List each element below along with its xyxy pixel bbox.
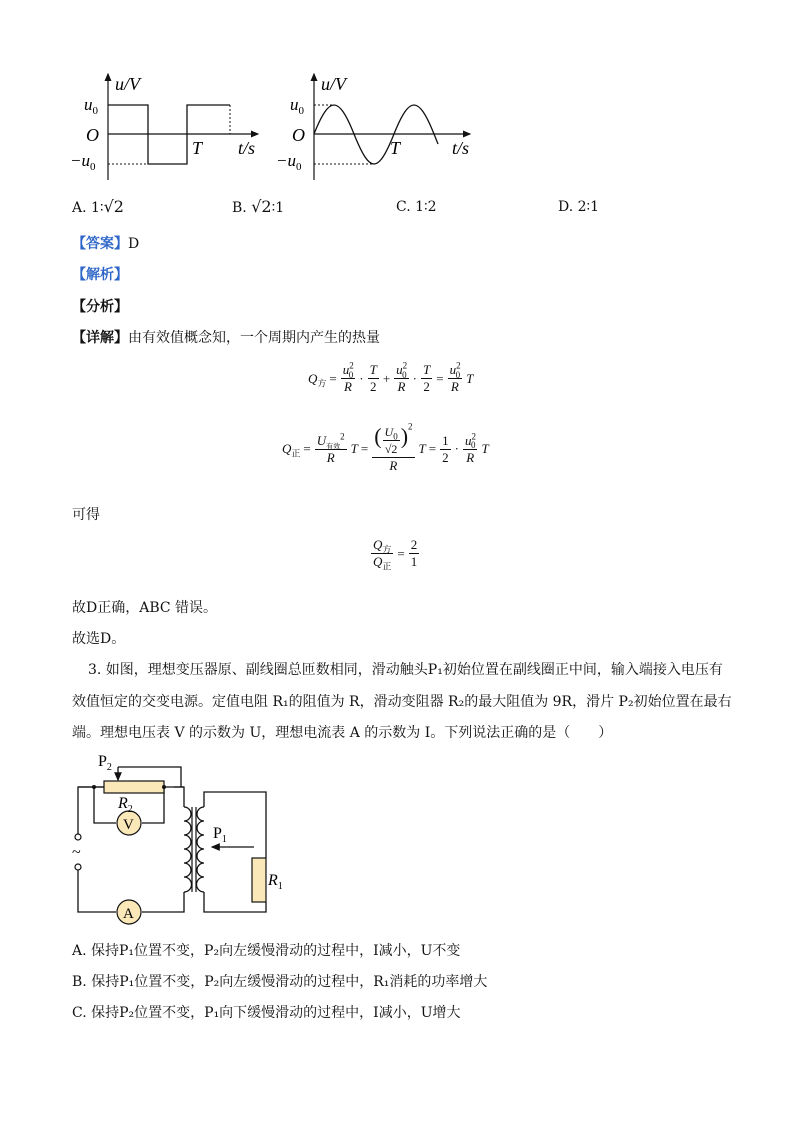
sqrt-symbol: √2 — [251, 197, 272, 216]
u0-label: $u_0$ — [84, 95, 98, 117]
voltmeter-label: V — [123, 817, 134, 833]
equation-q-square: $Q_方$ = $\frac{u^2_0}{R}$ · $\frac{T}{2}$ + $\frac{u^2_0}{R}$ · $\frac{T}{2}$ = $\frac{u^2_0}{R}$ T — [308, 360, 474, 394]
q3-line-1: 3. 如图，理想变压器原、副线圈总匝数相同，滑动触头P₁初始位置在副线圈正中间，输入端接入电压有 — [88, 662, 723, 678]
input-terminal-top — [75, 834, 81, 840]
x-axis-label: t/s — [238, 138, 256, 158]
r2-resistor — [104, 781, 164, 793]
option-b: B. √2∶1 — [232, 197, 285, 216]
answer-line — [72, 234, 139, 254]
conclusion-line-2: 故选D。 — [72, 631, 126, 647]
kede-line: 可得 — [72, 507, 100, 523]
neg-u0-label: $-u_0$ — [276, 151, 302, 173]
y-axis-label: u/V — [321, 74, 346, 94]
ammeter-label: A — [123, 906, 134, 922]
p1-label: $P_1$ — [213, 825, 227, 845]
answer-label: 【答案】 — [72, 236, 128, 252]
detail-line: 【详解】由有效值概念知，一个周期内产生的热量 — [72, 330, 380, 346]
primary-coil — [184, 807, 192, 892]
r2-label: $R_2$ — [118, 795, 133, 815]
option-a: A. 1∶√2 — [72, 197, 124, 216]
fenxi-label: 【分析】 — [72, 299, 128, 315]
sqrt-symbol: √2 — [103, 197, 124, 216]
q3-option-b: B. 保持P₁位置不变，P₂向左缓慢滑动的过程中，R₁消耗的功率增大 — [72, 974, 488, 990]
secondary-coil — [197, 807, 204, 892]
equation-q-sine: $Q_正$ = $\frac{U_{有效}^2}{R}$ T = ( $\frac{U_0}{√2}$ )$^2$ R T = $\frac{1}{2}$ · $\frac{u^2_0}{R}$ T — [282, 421, 489, 473]
origin-label: O — [292, 125, 305, 145]
q3-option-a: A. 保持P₁位置不变，P₂向左缓慢滑动的过程中，I减小，U不变 — [72, 943, 461, 959]
answer-value: D — [128, 236, 140, 252]
equation-ratio: $\frac{Q_方}{Q_正}$ = $\frac{2}{1}$ — [373, 537, 418, 572]
input-terminal-bottom — [75, 864, 81, 870]
origin-label: O — [86, 125, 99, 145]
conclusion-line-1: 故D正确，ABC 错误。 — [72, 600, 218, 616]
source-symbol: ~ — [72, 844, 81, 861]
y-axis-label: u/V — [115, 74, 140, 94]
q3-line-2: 效值恒定的交变电源。定值电阻 R₁的阻值为 R，滑动变阻器 R₂的最大阻值为 9R，滑片 P₂初始位置在最右 — [72, 694, 732, 710]
square-wave-graph — [70, 70, 268, 186]
neg-u0-label: $-u_0$ — [70, 151, 96, 173]
q3-option-c: C. 保持P₂位置不变，P₁向下缓慢滑动的过程中，I减小，U增大 — [72, 1005, 461, 1021]
circuit-diagram — [66, 752, 286, 924]
analysis-label: 【解析】 — [72, 267, 128, 283]
period-label: T — [390, 138, 401, 158]
option-c: C. 1∶2 — [396, 199, 437, 215]
option-d: D. 2∶1 — [558, 199, 600, 215]
u0-label: $u_0$ — [290, 95, 304, 117]
sine-wave-graph — [276, 70, 482, 186]
period-label: T — [192, 138, 203, 158]
q3-line-3: 端。理想电压表 V 的示数为 U，理想电流表 A 的示数为 I。下列说法正确的是（ ） — [72, 725, 613, 741]
p2-label: $P_2$ — [98, 753, 112, 773]
r1-label: $R_1$ — [268, 872, 283, 892]
r1-resistor — [252, 858, 266, 902]
x-axis-label: t/s — [452, 138, 470, 158]
